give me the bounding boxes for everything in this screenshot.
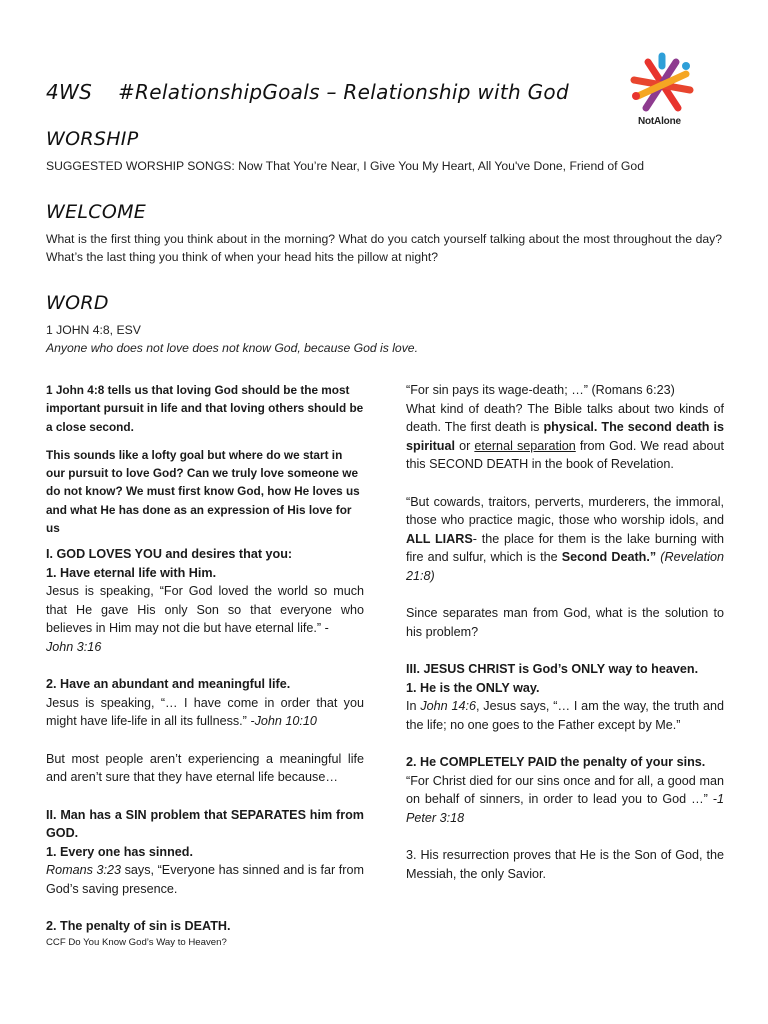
jesus-point-1-text [406, 697, 724, 734]
worship-songs: SUGGESTED WORSHIP SONGS: Now That You’re Near, I Give You My Heart, All You've Done, Friend of God [46, 159, 644, 173]
word-heading: WORD [46, 292, 109, 314]
point-2-text [46, 694, 364, 731]
jesus-point-3-text: 3. His resurrection proves that He is the Son of God, the Messiah, the only Savior. [406, 848, 724, 881]
revelation-text-c: - the place for them is the lake burning with fire and sulfur, which is the [406, 531, 724, 564]
jesus-point-2-text [406, 772, 724, 828]
sin-point-1-quote: says, “Everyone has sinned and is far from God’s saving presence. [46, 863, 364, 896]
point-1-quote: Jesus is speaking, “For God loved the world so much that He gave His only Son so that everyone who believes in Him may not die but have eternal life.” - [46, 584, 364, 636]
sin-point-2-heading: 2. The penalty of sin is DEATH. [46, 919, 231, 934]
intro-paragraph-2: This sounds like a lofty goal but where do we start in our pursuit to love God? Can we truly love someone we do not know? We must first know God, how He loves us and what He has done as an expression of His love for us [46, 447, 360, 536]
romans-quote: “For sin pays its wage-death; …” (Romans 6:23) [406, 383, 675, 397]
jesus-point-1-heading: 1. He is the ONLY way. [406, 680, 540, 695]
revelation-paragraph [406, 493, 724, 586]
death-text-or: or [455, 438, 475, 453]
left-column [46, 381, 364, 950]
welcome-heading: WELCOME [46, 201, 147, 223]
death-paragraph [406, 400, 724, 474]
page-title [46, 80, 569, 104]
death-text-end: from God. We read about this SECOND DEATH in the book of Revelation. [406, 438, 725, 471]
transition-paragraph: But most people aren’t experiencing a meaningful life and aren’t sure that they have eternal life because… [46, 751, 364, 785]
intro-paragraph-1: 1 John 4:8 tells us that loving God should be the most important pursuit in life and that loving others should be a close second. [46, 383, 364, 434]
point-1-heading: 1. Have eternal life with Him. [46, 565, 217, 580]
word-verse: Anyone who does not love does not know God, because God is love. [46, 341, 418, 355]
jesus-point-2-quote: “For Christ died for our sins once and for all, a good man on behalf of sinners, in order to lead you to God …” [406, 773, 724, 806]
point-2-quote: Jesus is speaking, “… I have come in order that you might have life-life in all its fullness.” [46, 695, 364, 729]
jesus-point-2-reference: -1 Peter 3:18 [406, 792, 724, 825]
jesus-point-1-quote: , Jesus says, “… I am the way, the truth and the life; no one goes to the Father except by Me.” [406, 699, 724, 732]
section-2-heading: II. Man has a SIN problem that SEPARATES him from GOD. [46, 807, 364, 841]
revelation-text-liars: ALL LIARS [406, 531, 473, 546]
footer-note: CCF Do You Know God’s Way to Heaven? [46, 936, 227, 948]
welcome-text: What is the first thing you think about in the morning? What do you catch yourself talking about the most throughout the day? What’s the last thing you think of when your head hits the pillow at night? [46, 232, 722, 264]
revelation-reference: (Revelation 21:8) [406, 550, 724, 583]
jesus-point-1-reference: John 14:6 [420, 699, 476, 713]
revelation-text-a: “But cowards, traitors, perverts, murderers, the immoral, those who practice magic, those who worship idols, and [406, 494, 724, 527]
point-1-reference: John 3:16 [46, 639, 102, 654]
jesus-point-1-in: In [406, 699, 421, 713]
section-3-heading: III. JESUS CHRIST is God’s ONLY way to heaven. [406, 662, 699, 676]
death-text-bold: physical. The second death is spiritual [406, 420, 724, 453]
solution-question: Since separates man from God, what is the solution to his problem? [406, 606, 724, 639]
section-1-heading: I. GOD LOVES YOU and desires that you: [46, 547, 293, 562]
right-column [406, 381, 724, 883]
word-reference: 1 JOHN 4:8, ESV [46, 323, 141, 337]
point-1-text [46, 582, 364, 656]
lesson-title: #RelationshipGoals – Relationship with God [118, 80, 569, 104]
point-2-heading: 2. Have an abundant and meaningful life. [46, 677, 291, 692]
worship-heading: WORSHIP [46, 128, 139, 150]
point-2-reference: -John 10:10 [250, 714, 317, 729]
sin-point-1-text [46, 861, 364, 898]
jesus-point-2-heading: 2. He COMPLETELY PAID the penalty of your sins. [406, 755, 706, 769]
lesson-code: 4WS [46, 80, 93, 104]
sin-point-1-reference: Romans 3:23 [46, 863, 122, 878]
death-text-underlined: eternal separation [474, 438, 576, 453]
death-text-a: What kind of death? The Bible talks about two kinds of death. The first death is [406, 401, 724, 434]
logo-text: NotAlone [638, 116, 681, 127]
sin-point-1-heading: 1. Every one has sinned. [46, 844, 193, 859]
revelation-text-second-death: Second Death.” [561, 550, 657, 564]
